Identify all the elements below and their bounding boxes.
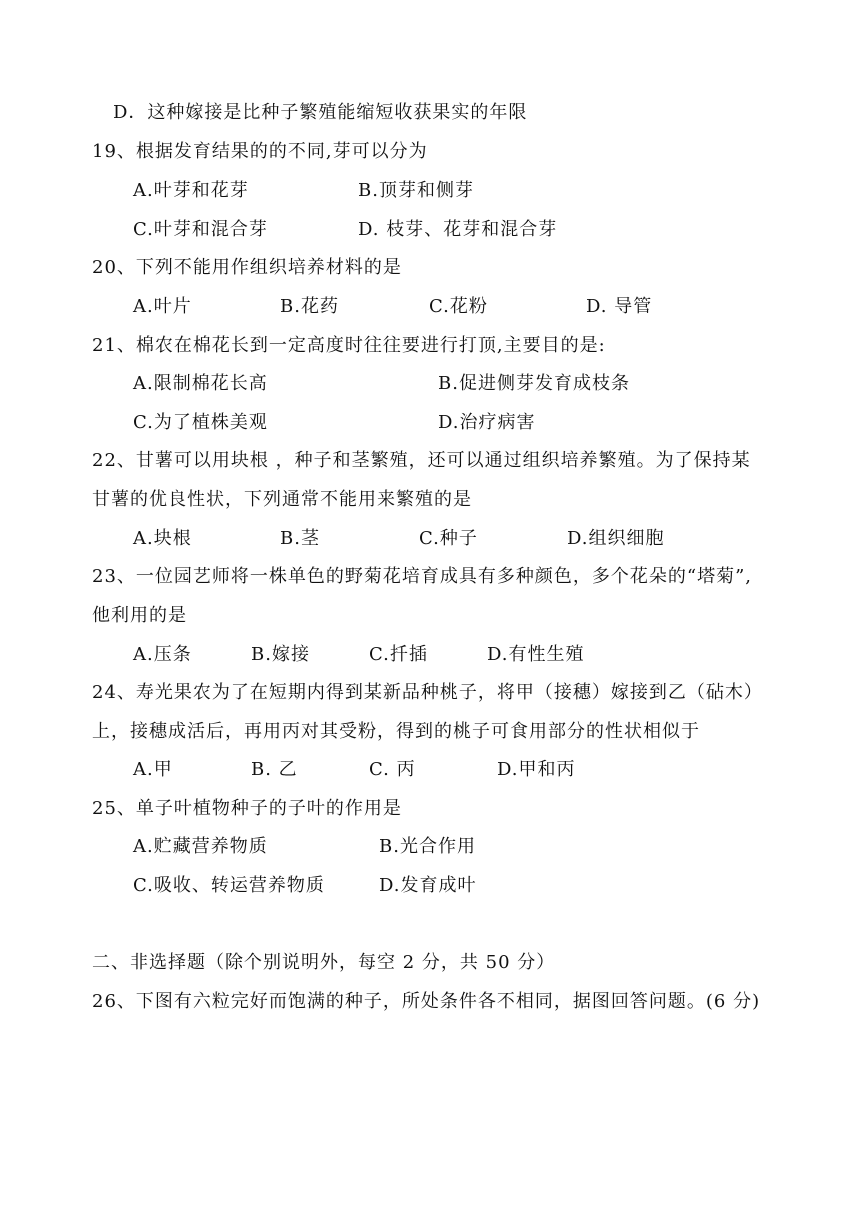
q21-option-b: B.促进侧芽发育成枝条 [438,373,630,394]
q21-stem: 21、棉农在棉花长到一定高度时往往要进行打顶,主要目的是: [92,335,606,356]
q20-option-c: C.花粉 [429,296,488,317]
q19-option-b: B.顶芽和侧芽 [358,180,474,201]
q22-option-a: A.块根 [133,528,192,549]
q19-option-d: D. 枝芽、花芽和混合芽 [358,219,558,240]
q22-option-d: D.组织细胞 [567,528,665,549]
q22-stem-line1: 22、甘薯可以用块根 ，种子和茎繁殖，还可以通过组织培养繁殖。为了保持某 [92,450,751,471]
q24-option-c: C. 丙 [369,759,416,780]
q25-option-c: C.吸收、转运营养物质 [133,875,325,896]
q20-stem: 20、下列不能用作组织培养材料的是 [92,257,402,278]
q23-option-b: B.嫁接 [251,644,310,665]
q23-option-a: A.压条 [133,644,192,665]
q24-stem-line1: 24、寿光果农为了在短期内得到某新品种桃子，将甲（接穗）嫁接到乙（砧木） [92,682,763,703]
q21-option-a: A.限制棉花长高 [133,373,268,394]
q23-option-c: C.扦插 [369,644,428,665]
q18-option-d: D．这种嫁接是比种子繁殖能缩短收获果实的年限 [113,102,528,123]
q26-stem: 26、下图有六粒完好而饱满的种子，所处条件各不相同，据图回答问题。(6 分) [92,991,761,1012]
q23-stem-line1: 23、一位园艺师将一株单色的野菊花培育成具有多种颜色，多个花朵的“塔菊”, [92,566,753,587]
q22-option-b: B.茎 [280,528,320,549]
q24-option-a: A.甲 [133,759,173,780]
q20-option-d: D. 导管 [586,296,653,317]
q21-option-c: C.为了植株美观 [133,412,268,433]
q25-option-a: A.贮藏营养物质 [133,836,268,857]
q22-stem-line2: 甘薯的优良性状，下列通常不能用来繁殖的是 [92,489,472,510]
q20-option-b: B.花药 [280,296,339,317]
q25-option-d: D.发育成叶 [379,875,477,896]
q25-option-b: B.光合作用 [379,836,476,857]
q24-option-b: B. 乙 [251,759,298,780]
section-two-heading: 二、非选择题（除个别说明外，每空 2 分，共 50 分） [92,952,556,973]
q22-option-c: C.种子 [419,528,478,549]
q21-option-d: D.治疗病害 [438,412,536,433]
q23-stem-line2: 他利用的是 [92,605,187,626]
q19-option-c: C.叶芽和混合芽 [133,219,268,240]
q24-stem-line2: 上，接穗成活后，再用丙对其受粉，得到的桃子可食用部分的性状相似于 [92,721,700,742]
q19-option-a: A.叶芽和花芽 [133,180,249,201]
q19-stem: 19、根据发育结果的的不同,芽可以分为 [92,141,428,162]
q23-option-d: D.有性生殖 [487,644,585,665]
q25-stem: 25、单子叶植物种子的子叶的作用是 [92,798,402,819]
q20-option-a: A.叶片 [133,296,192,317]
q24-option-d: D.甲和丙 [497,759,576,780]
